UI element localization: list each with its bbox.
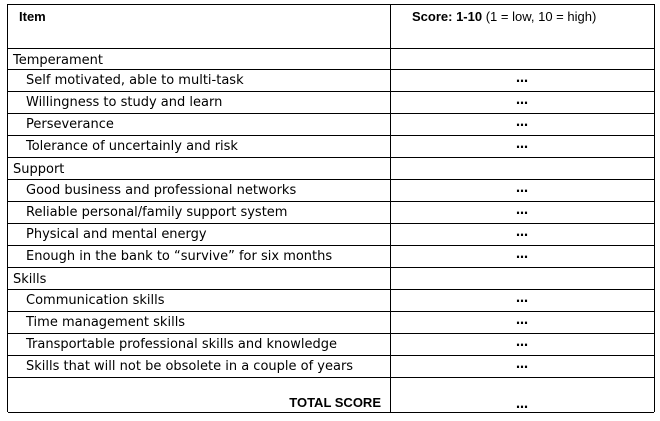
- item-label: Reliable personal/family support system: [26, 205, 288, 220]
- table-row: [8, 92, 654, 114]
- score-cell: [391, 312, 654, 333]
- score-value: …: [516, 71, 528, 85]
- score-cell: [391, 356, 654, 377]
- item-header-cell: [8, 5, 391, 48]
- section-title: Temperament: [13, 53, 103, 68]
- score-cell: [391, 180, 654, 201]
- item-cell: [8, 70, 391, 91]
- score-value: …: [516, 291, 528, 305]
- item-cell: [8, 334, 391, 355]
- total-row: [8, 378, 654, 413]
- score-value: …: [516, 203, 528, 217]
- item-label: Physical and mental energy: [26, 227, 207, 242]
- score-column-header: [412, 9, 596, 24]
- total-score-value: …: [516, 397, 528, 411]
- item-cell: [8, 312, 391, 333]
- score-cell: [391, 224, 654, 245]
- item-label: Good business and professional networks: [26, 183, 297, 198]
- item-column-header: Item: [19, 9, 46, 24]
- item-cell: [8, 92, 391, 113]
- table-row: [8, 114, 654, 136]
- score-header-note: (1 = low, 10 = high): [482, 9, 597, 24]
- section-title: Support: [13, 162, 65, 177]
- table-row: [8, 356, 654, 378]
- score-cell: [391, 158, 654, 179]
- score-cell: [391, 114, 654, 135]
- total-label-cell: [8, 378, 391, 412]
- item-label: Perseverance: [26, 117, 114, 132]
- item-label: Self motivated, able to multi-task: [26, 73, 244, 88]
- total-score-cell: [391, 378, 654, 412]
- item-label: Time management skills: [26, 315, 186, 330]
- score-cell: [391, 202, 654, 223]
- item-cell: [8, 356, 391, 377]
- table-row: [8, 312, 654, 334]
- item-label: Skills that will not be obsolete in a couple of years: [26, 359, 354, 374]
- item-cell: [8, 180, 391, 201]
- score-cell: [391, 334, 654, 355]
- total-score-label: TOTAL SCORE: [289, 395, 381, 410]
- score-value: …: [516, 181, 528, 195]
- item-label: Transportable professional skills and knowledge: [26, 337, 337, 352]
- score-header-bold: Score: 1-10: [412, 9, 483, 24]
- score-cell: [391, 70, 654, 91]
- item-cell: [8, 290, 391, 311]
- item-label: Enough in the bank to “survive” for six months: [26, 249, 333, 264]
- table-row: [8, 246, 654, 268]
- section-title: Skills: [13, 272, 47, 287]
- score-value: …: [516, 313, 528, 327]
- section-cell: [8, 268, 391, 289]
- score-value: …: [516, 115, 528, 129]
- item-cell: [8, 224, 391, 245]
- score-value: …: [516, 247, 528, 261]
- score-value: …: [516, 225, 528, 239]
- item-label: Willingness to study and learn: [26, 95, 223, 110]
- table-row: [8, 202, 654, 224]
- table-row: [8, 224, 654, 246]
- score-cell: [391, 92, 654, 113]
- table-row: [8, 136, 654, 158]
- item-label: Tolerance of uncertainly and risk: [26, 139, 238, 154]
- score-value: …: [516, 93, 528, 107]
- item-label: Communication skills: [26, 293, 165, 308]
- section-row-temperament: [8, 49, 654, 70]
- score-value: …: [516, 335, 528, 349]
- table-row: [8, 334, 654, 356]
- section-row-support: [8, 158, 654, 180]
- score-cell: [391, 49, 654, 69]
- score-table: [7, 4, 655, 412]
- item-cell: [8, 136, 391, 157]
- score-value: …: [516, 137, 528, 151]
- item-cell: [8, 246, 391, 267]
- table-row: [8, 70, 654, 92]
- item-cell: [8, 114, 391, 135]
- header-row: [8, 5, 654, 49]
- section-cell: [8, 49, 391, 69]
- section-row-skills: [8, 268, 654, 290]
- score-cell: [391, 290, 654, 311]
- table-row: [8, 290, 654, 312]
- score-value: …: [516, 357, 528, 371]
- score-cell: [391, 268, 654, 289]
- score-cell: [391, 246, 654, 267]
- item-cell: [8, 202, 391, 223]
- score-cell: [391, 136, 654, 157]
- section-cell: [8, 158, 391, 179]
- score-header-cell: [391, 5, 654, 48]
- table-row: [8, 180, 654, 202]
